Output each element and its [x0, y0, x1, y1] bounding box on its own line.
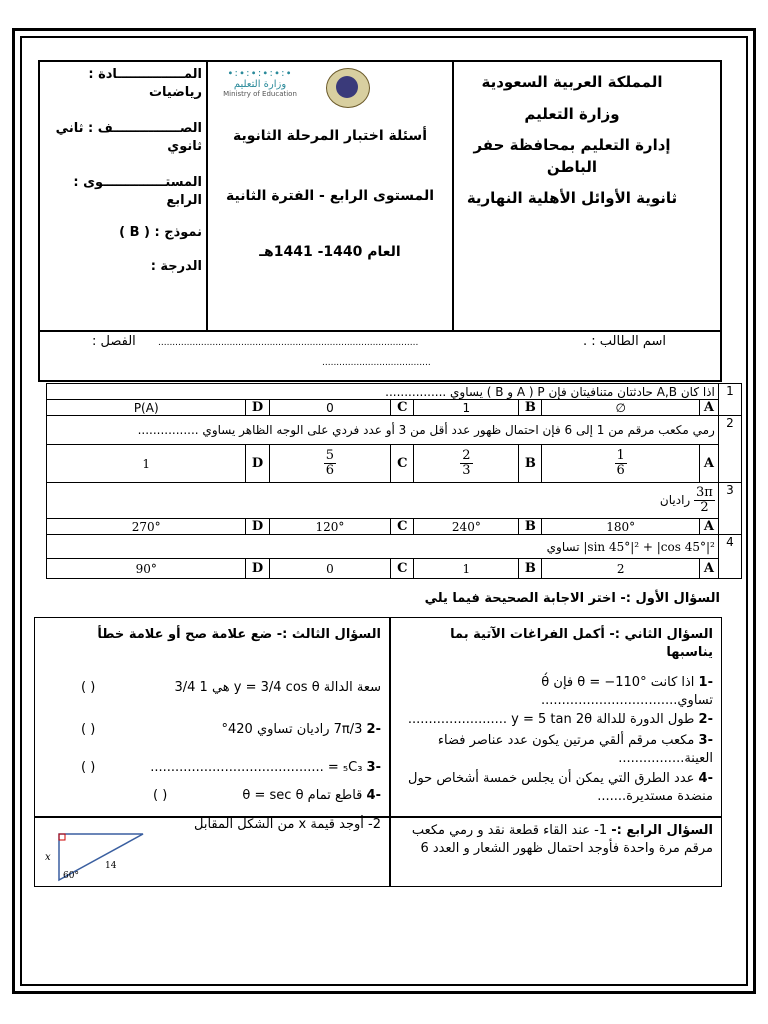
- option-a[interactable]: 2: [542, 559, 699, 579]
- question1-table: [46, 383, 742, 579]
- option-c-label: C: [391, 559, 414, 579]
- option-b[interactable]: 240°: [414, 519, 519, 535]
- option-d-label: D: [246, 559, 269, 579]
- q3-answer-box[interactable]: ( ): [153, 788, 168, 803]
- q2-item-number: -4: [698, 771, 713, 786]
- option-c-label: C: [391, 400, 414, 416]
- score-field: الدرجة :: [150, 259, 202, 274]
- exam-header: [38, 60, 722, 382]
- hypotenuse-label: 14: [105, 861, 117, 871]
- q2-item-number: -1: [698, 675, 713, 690]
- subject-field: المـــــــــــــــادة : رياضيات: [88, 67, 202, 100]
- option-d[interactable]: 270°: [47, 519, 246, 535]
- school-logo-icon: [326, 68, 370, 108]
- ministry-logo-text: وزارة التعليم: [233, 79, 287, 90]
- q2-item-text: اذا كانت θ = −110° فإن θ́ تساوي.................................: [541, 675, 713, 708]
- question4-title: السؤال الرابع :-: [611, 823, 713, 838]
- question-row: [47, 535, 742, 559]
- question4-content: [397, 822, 713, 858]
- right-angle-marker: [59, 834, 65, 840]
- q3-answer-box[interactable]: ( ): [81, 680, 96, 695]
- ministry-logo: [210, 68, 310, 98]
- ministry-logo-dots-icon: ∙:∙:∙:∙:∙:∙: [227, 68, 293, 79]
- options-row: [47, 519, 742, 535]
- q3-item: [41, 722, 381, 737]
- question2-title: السؤال الثاني :- أكمل الفراغات الآتية بما يناسبها: [450, 627, 713, 660]
- student-name-field[interactable]: ...........................................................................................: [158, 338, 419, 348]
- class-label: الفصل :: [92, 334, 136, 349]
- q3-item-text: ₅C₃ = ..........................................: [150, 760, 363, 775]
- fraction-2-3: $\frac{2}{3}$: [462, 448, 471, 478]
- header-divider-bottom: [40, 330, 720, 332]
- header-left-block: [46, 64, 202, 276]
- option-b-label: B: [519, 519, 542, 535]
- fraction-1-6: $\frac{1}{6}$: [616, 448, 625, 478]
- question-number: 3: [718, 483, 741, 535]
- q2-item-number: -3: [698, 733, 713, 748]
- question-row: [47, 416, 742, 445]
- side-x-label: x: [45, 852, 51, 863]
- option-c[interactable]: 0: [269, 559, 391, 579]
- option-c[interactable]: [269, 445, 391, 483]
- header-right-block: [452, 66, 692, 214]
- q3-item-text: 7π/3 راديان تساوي 420°: [221, 722, 363, 737]
- option-d[interactable]: 90°: [47, 559, 246, 579]
- option-c[interactable]: 120°: [269, 519, 391, 535]
- q3-item: [41, 680, 381, 695]
- option-b-label: B: [519, 400, 542, 416]
- question-stem: رمي مكعب مرقم من 1 إلى 6 فإن احتمال ظهور عدد أقل من 3 أو عدد فردي على الوجه الظاهر يساوي ................: [47, 416, 719, 445]
- ministry-text: وزارة التعليم: [524, 105, 620, 123]
- question1-title: السؤال الأول :- اختر الاجابة الصحيحة فيما يلي: [424, 591, 720, 606]
- q2-item-text: عدد الطرق التي يمكن أن يجلس خمسة أشخاص حول منضدة مستديرة.......: [408, 771, 713, 804]
- question-number: 1: [718, 384, 741, 416]
- trig-expression: |sin 45°|² + |cos 45°|²: [583, 539, 715, 554]
- question4-section: [390, 817, 722, 887]
- model-field: نموذج : ( B ): [119, 225, 202, 240]
- q3-item-text: سعة الدالة y = 3/4 cos θ هي 1 3/4: [174, 680, 381, 695]
- question4-part1: 1- عند القاء قطعة نقد و رمي مكعب مرقم مرة واحدة فأوجد احتمال ظهور الشعار و العدد 6: [411, 823, 713, 856]
- q3-answer-box[interactable]: ( ): [81, 722, 96, 737]
- exam-title: أسئلة اختبار المرحلة الثانوية: [233, 128, 427, 144]
- question4-part2: 2- أوجد قيمة x من الشكل المقابل: [194, 817, 381, 832]
- question2-section: [390, 617, 722, 817]
- question-stem: $\frac{3\pi}{2}$ راديان: [47, 483, 719, 519]
- q2-item-text: مكعب مرقم ألقي مرتين يكون عدد عناصر فضاء العينة................: [437, 733, 713, 766]
- option-a-label: A: [699, 519, 718, 535]
- school-text: ثانوية الأوائل الأهلية النهارية: [466, 189, 678, 207]
- option-b[interactable]: 1: [414, 400, 519, 416]
- fraction-3pi-2: $\frac{3\pi}{2}$: [696, 485, 713, 515]
- option-b[interactable]: [414, 445, 519, 483]
- administration-text: إدارة التعليم بمحافظة حفر الباطن: [473, 136, 671, 176]
- question-number: 4: [718, 535, 741, 579]
- right-triangle-diagram: [43, 828, 163, 884]
- ministry-logo-sub: Ministry of Education: [223, 90, 297, 98]
- kingdom-text: المملكة العربية السعودية: [481, 73, 663, 91]
- grade-field: الصـــــــــــــــف : ثاني ثانوي: [55, 121, 202, 154]
- option-a-label: A: [699, 445, 718, 483]
- q3-item: [41, 760, 381, 775]
- options-row: [47, 400, 742, 416]
- q2-item: [397, 770, 713, 806]
- question3-title: السؤال الثالث :- ضع علامة صح أو علامة خطأ: [97, 627, 381, 642]
- q3-item-number: -4: [366, 788, 381, 803]
- option-b-label: B: [519, 445, 542, 483]
- q3-answer-box[interactable]: ( ): [81, 760, 96, 775]
- q3-item-text: قاطع تمام θ = sec θ: [242, 788, 363, 803]
- q3-item-number: -2: [366, 722, 381, 737]
- option-a[interactable]: [542, 445, 699, 483]
- angle-label: 60°: [63, 871, 79, 881]
- q3-item: [41, 788, 381, 803]
- option-d[interactable]: 1: [47, 445, 246, 483]
- q2-item: [397, 712, 713, 727]
- option-d-label: D: [246, 519, 269, 535]
- question-row: [47, 384, 742, 400]
- class-field[interactable]: ......................................: [322, 358, 431, 368]
- option-c[interactable]: 0: [269, 400, 391, 416]
- question4-part2-section: [34, 817, 390, 887]
- q2-item-number: -2: [698, 712, 713, 727]
- fraction-5-6: $\frac{5}{6}$: [325, 448, 335, 478]
- option-c-label: C: [391, 445, 414, 483]
- question-stem: |sin 45°|² + |cos 45°|² تساوي: [47, 535, 719, 559]
- option-d-label: D: [246, 445, 269, 483]
- q2-item: [397, 732, 713, 768]
- question-number: 2: [718, 416, 741, 483]
- options-row: [47, 559, 742, 579]
- option-b-label: B: [519, 559, 542, 579]
- q2-item: [397, 674, 713, 710]
- q2-item-text: طول الدورة للدالة y = 5 tan 2θ ........................: [407, 712, 695, 727]
- option-d-label: D: [246, 400, 269, 416]
- option-c-label: C: [391, 519, 414, 535]
- option-b[interactable]: 1: [414, 559, 519, 579]
- option-d[interactable]: P(A): [47, 400, 246, 416]
- exam-year: العام 1440- 1441هـ: [259, 244, 401, 260]
- question-stem: اذا كان A,B حادثتان متنافيتان فإن P ( A و B ) يساوي ................: [47, 384, 719, 400]
- options-row: [47, 445, 742, 483]
- header-middle-block: [208, 64, 452, 330]
- option-a-label: A: [699, 559, 718, 579]
- question-row: [47, 483, 742, 519]
- level-field: المستــــــــــــــوى : الرابع: [73, 175, 202, 208]
- option-a-label: A: [699, 400, 718, 416]
- q3-item-number: -3: [366, 760, 381, 775]
- student-name-label: اسم الطالب : .: [583, 334, 666, 349]
- option-a[interactable]: 180°: [542, 519, 699, 535]
- option-a[interactable]: ∅: [542, 400, 699, 416]
- question3-section: [34, 617, 390, 817]
- exam-level: المستوى الرابع - الفترة الثانية: [225, 188, 434, 204]
